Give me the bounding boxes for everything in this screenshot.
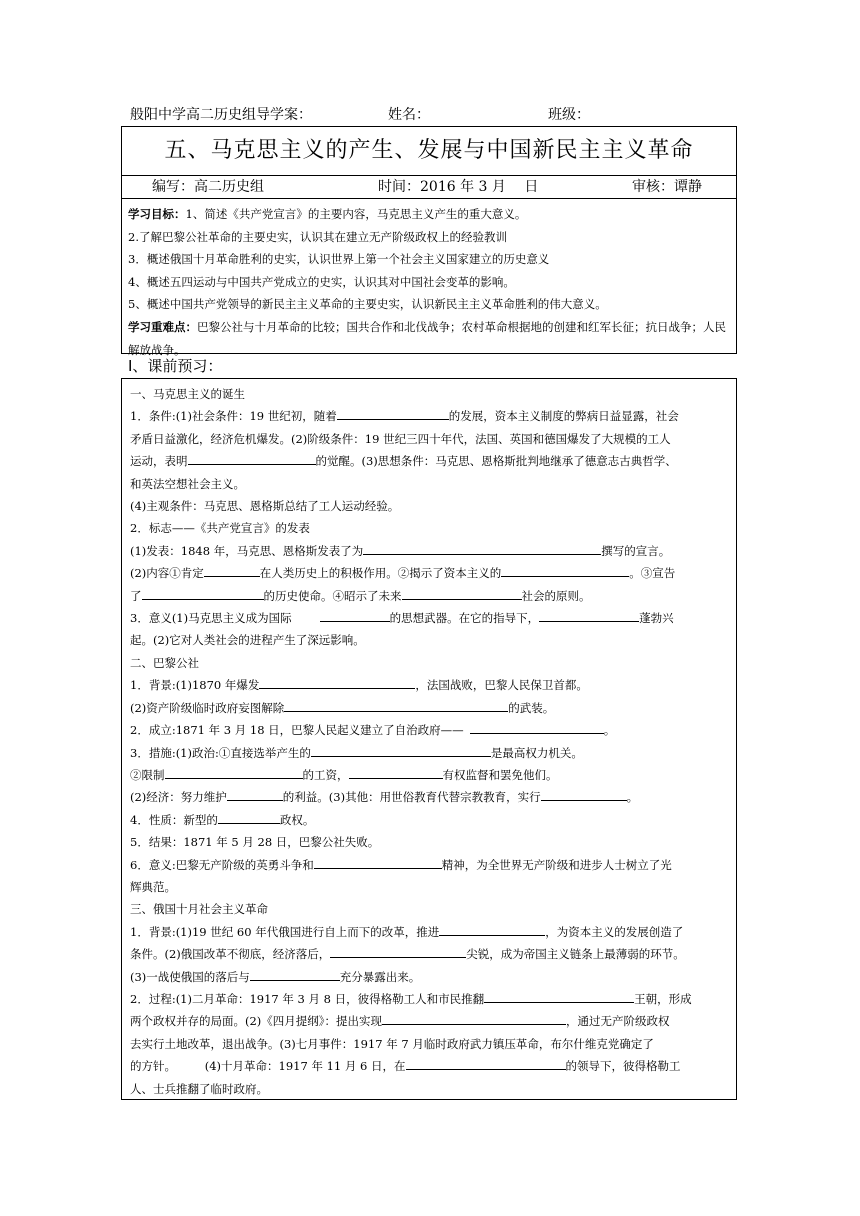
class-label: 班级： [548,107,590,123]
text: ，法国战败，巴黎人民保卫首都。 [415,678,588,693]
text: 1．背景:(1)19 世纪 60 年代俄国进行自上而下的改革，推进 [130,924,440,939]
fill-blank[interactable] [250,967,340,981]
fill-blank[interactable] [311,743,491,757]
text: 和英法空想社会主义。 [130,476,245,491]
text: 的武装。 [508,700,555,715]
text: 辉典范。 [130,879,176,894]
fill-blank[interactable] [284,698,508,712]
text: 是最高权力机关。 [490,745,583,760]
text: 3．措施:(1)政治:①直接选举产生的 [130,745,311,760]
text: 的思想武器。在它的指导下， [389,611,540,626]
fill-blank[interactable] [363,541,601,555]
text: (1)发表：1848 年，马克思、恩格斯发表了为 [130,543,364,558]
objective-item: 1、简述《共产党宣言》的主要内容，马克思主义产生的重大意义。 [185,207,527,221]
text: 起。(2)它对人类社会的进程产生了深远影响。 [130,633,365,648]
text: 充分暴露出来。 [339,969,421,984]
objective-item: 2.了解巴黎公社革命的主要史实，认识其在建立无产阶级政权上的经验教训 [128,229,507,244]
text: 3．意义(1)马克思主义成为国际 [130,611,292,626]
fill-blank[interactable] [406,1056,566,1070]
fill-blank[interactable] [188,451,316,465]
fill-blank[interactable] [501,563,629,577]
text: 两个政权并存的局面。(2)《四月提纲》：提出实现 [130,1014,383,1029]
text: 6．意义:巴黎无产阶级的英勇斗争和 [130,857,314,872]
text: 1．背景:(1)1870 年爆发 [130,678,260,693]
text: 政权。 [279,812,315,827]
fill-blank[interactable] [349,765,443,779]
fill-blank[interactable] [218,810,280,824]
text: 的方针。 (4)十月革命：1917 年 11 月 6 日，在 [130,1059,406,1074]
doc-header [130,106,750,124]
fill-blank[interactable] [439,922,545,936]
text: 的历史使命。④昭示了未来 [263,588,402,603]
text: 4．性质：新型的 [130,812,218,827]
text: 2．标志——《共产党宣言》的发表 [130,521,310,536]
text: 去实行土地改革，退出战争。(3)七月事件：1917 年 7 月临时政府武力镇压革命，布尔什维克党确定了 [130,1036,654,1051]
text: ②限制 [130,767,165,782]
fill-blank[interactable] [402,586,522,600]
preview-box [121,378,737,1100]
key-points-label: 学习重难点： [128,319,197,334]
subsection-title: 一、马克思主义的诞生 [130,387,245,401]
fill-blank[interactable] [259,675,415,689]
fill-blank[interactable] [165,765,303,779]
text: (2)资产阶级临时政府妄图解除 [130,700,285,715]
text: 2．过程:(1)二月革命：1917 年 3 月 8 日，彼得格勒工人和市民推翻 [130,991,485,1006]
text: 运动，表明 [130,454,188,469]
text: 1．条件:(1)社会条件：19 世纪初，随着 [130,409,337,424]
text: 社会的原则。 [521,588,591,603]
text: 5．结果：1871 年 5 月 28 日，巴黎公社失败。 [130,835,380,850]
text: 2．成立:1871 年 3 月 18 日，巴黎人民起义建立了自治政府—— [130,723,464,738]
reviewer-field: 审核：谭静 [632,179,702,195]
name-label: 姓名： [388,107,430,123]
objective-item: 5、概述中国共产党领导的新民主主义革命的主要史实，认识新民主主义革命胜利的伟大意义。 [128,297,607,312]
objective-item: 4、概述五四运动与中国共产党成立的史实，认识其对中国社会变革的影响。 [128,274,515,289]
text: 的领导下，彼得格勒工 [565,1059,681,1074]
fill-blank[interactable] [337,406,449,420]
text: 王朝，形成 [634,991,692,1006]
fill-blank[interactable] [382,1011,566,1025]
author-field: 编写：高二历史组 [152,179,264,195]
section-title: Ⅰ、课前预习： [128,357,223,375]
text: ，为资本主义的发展创造了 [545,924,684,939]
text: 了 [130,588,142,603]
fill-blank[interactable] [204,563,260,577]
page-title: 五、马克思主义的产生、发展与中国新民主主义革命 [122,127,736,176]
text: 。 [626,790,639,805]
text: 的觉醒。(3)思想条件：马克思、恩格斯批判地继承了德意志古典哲学、 [315,454,677,469]
text: (3)一战使俄国的落后与 [130,969,250,984]
text: 尖锐，成为帝国主义链条上最薄弱的环节。 [466,947,685,962]
subsection-title: 二、巴黎公社 [130,655,199,670]
fill-blank[interactable] [314,855,442,869]
fill-blank[interactable] [142,586,264,600]
fill-blank[interactable] [484,989,634,1003]
text: 在人类历史上的积极作用。②揭示了资本主义的 [259,566,502,581]
text: 条件。(2)俄国改革不彻底，经济落后， [130,947,331,962]
info-table [121,126,737,357]
text: 矛盾日益激化，经济危机爆发。(2)阶级条件：19 世纪三四十年代，法国、英国和德国爆发了大规模的工人 [130,431,671,446]
text: 撰写的宣言。 [601,543,671,558]
text: 精神，为全世界无产阶级和进步人士树立了光 [441,857,672,872]
text: 的工资， [302,767,349,782]
text: (2)内容①肯定 [130,566,204,581]
fill-blank[interactable] [330,944,466,958]
objectives-section [122,199,736,361]
fill-blank[interactable] [470,720,604,734]
text: 。 [603,723,616,738]
fill-blank[interactable] [539,608,639,622]
school-label: 般阳中学高二历史组导学案： [130,107,312,123]
key-points-text: 巴黎公社与十月革命的比较；国共合作和北伐战争；农村革命根据地的创建和红军长征；抗日战争；人民解放战争。 [128,319,726,357]
text: 蓬勃兴 [639,611,674,626]
subsection-title: 三、俄国十月社会主义革命 [130,902,268,917]
text: ，通过无产阶级政权 [566,1014,670,1029]
text: 有权监督和罢免他们。 [442,767,558,782]
text: 的发展，资本主义制度的弊病日益显露，社会 [448,409,679,424]
fill-blank[interactable] [320,608,390,622]
time-field: 时间：2016 年 3 月 日 [378,179,539,195]
text: (4)主观条件：马克思、恩格斯总结了工人运动经验。 [130,499,400,514]
text: 人、士兵推翻了临时政府。 [130,1081,268,1096]
text: (2)经济：努力维护 [130,790,227,805]
objectives-label: 学习目标： [128,207,186,221]
text: 。③宣告 [629,566,676,581]
meta-row [122,176,736,199]
fill-blank[interactable] [541,787,627,801]
objective-item: 3．概述俄国十月革命胜利的史实，认识世界上第一个社会主义国家建立的历史意义 [128,252,550,267]
fill-blank[interactable] [227,787,283,801]
text: 的利益。(3)其他：用世俗教育代替宗教教育，实行 [282,790,541,805]
